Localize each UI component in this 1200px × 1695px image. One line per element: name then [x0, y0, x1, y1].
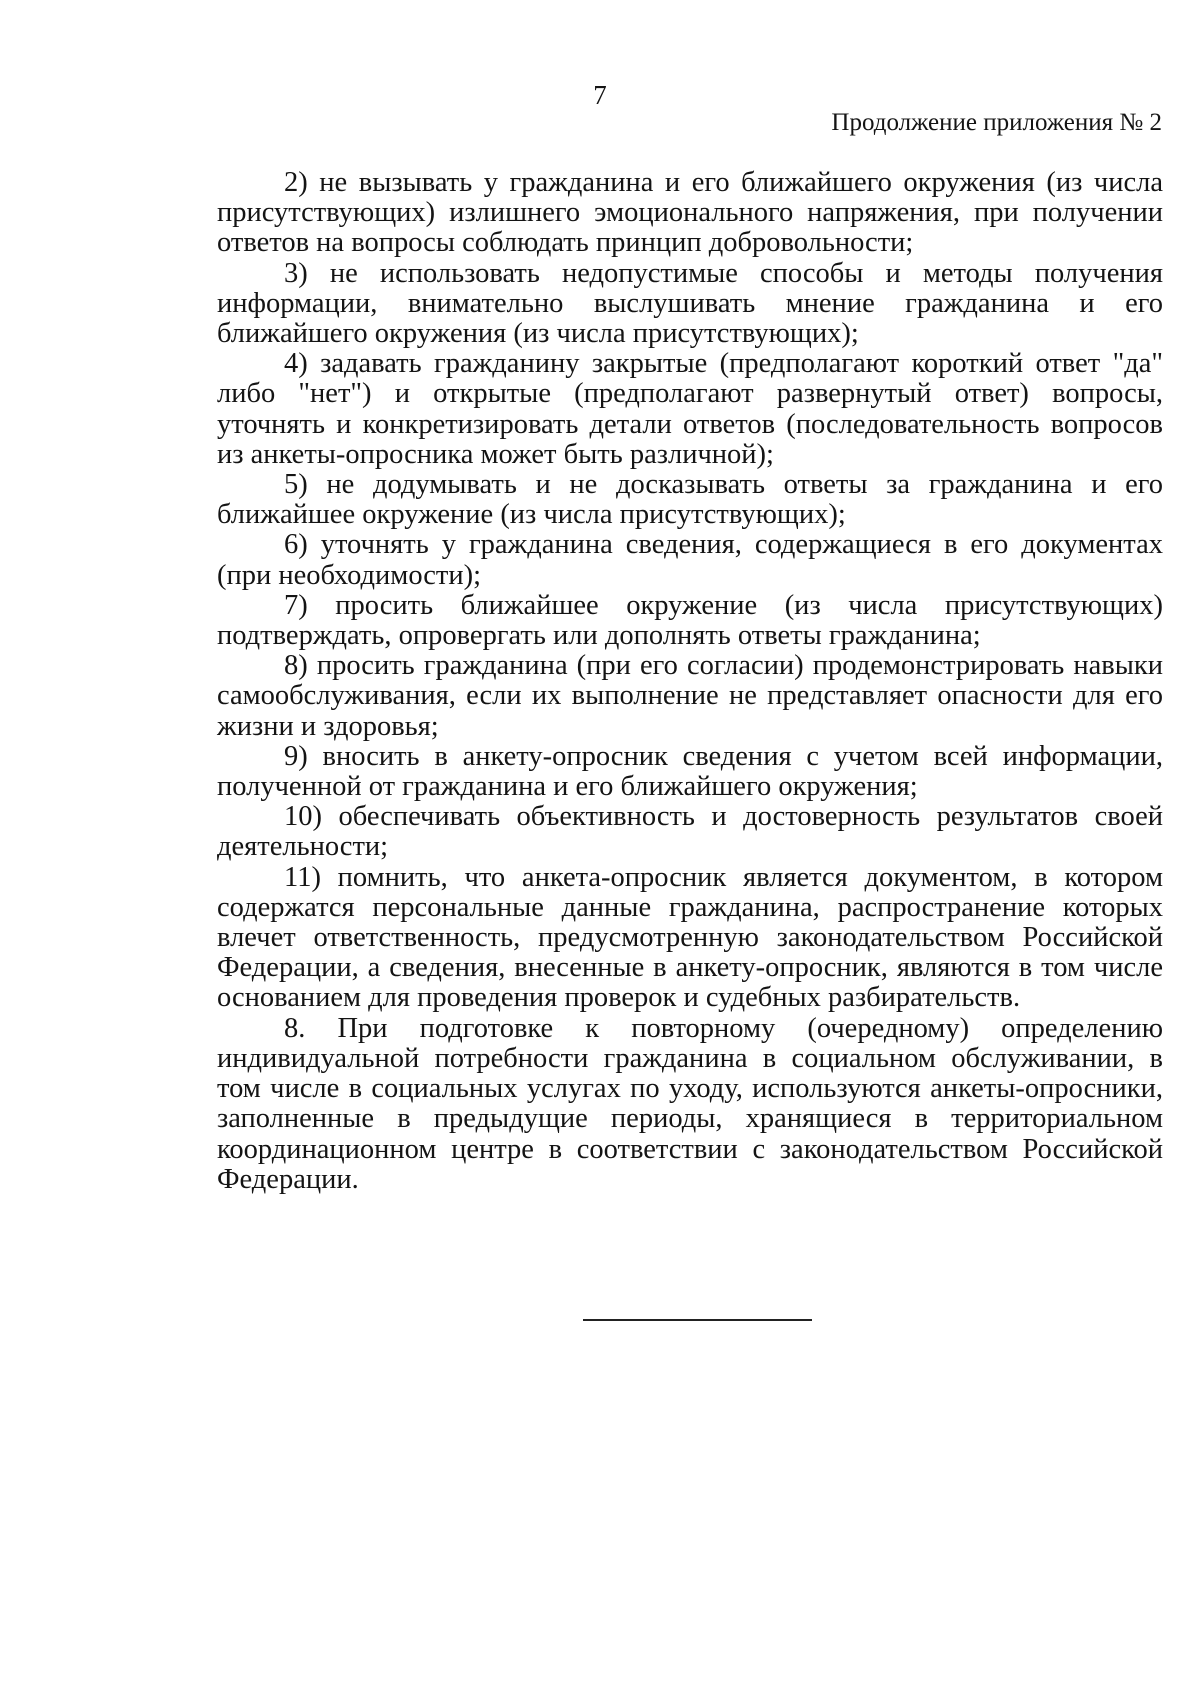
section-8-paragraph: 8. При подготовке к повторному (очередному) определению индивидуальной потребности гражданина в социальном обслуживании, в том числе в социальных услугах по уходу, используются анкеты-опросники, заполненные в предыдущие периоды, хранящиеся в территориальном координационном центре в соответствии с законодательством Российской Федерации.: [217, 1012, 1163, 1195]
closing-divider: [583, 1319, 812, 1321]
document-body: [217, 168, 1163, 1195]
list-item-7: 7) просить ближайшее окружение (из числа присутствующих) подтверждать, опровергать или дополнять ответы гражданина;: [217, 589, 1163, 652]
list-item-2: 2) не вызывать у гражданина и его ближайшего окружения (из числа присутствующих) излишнего эмоционального напряжения, при получении ответов на вопросы соблюдать принцип добровольности;: [217, 167, 1163, 259]
list-item-4: 4) задавать гражданину закрытые (предполагают короткий ответ "да" либо "нет") и открытые (предполагают развернутый ответ) вопросы, уточнять и конкретизировать детали ответов (последовательность вопросов из анкеты-опросника может быть различной);: [217, 348, 1163, 470]
list-item-3: 3) не использовать недопустимые способы и методы получения информации, внимательно выслушивать мнение гражданина и его ближайшего окружения (из числа присутствующих);: [217, 257, 1163, 350]
page-number: 7: [593, 80, 607, 110]
list-item-11: 11) помнить, что анкета-опросник является документом, в котором содержатся персональные данные гражданина, распространение которых влечет ответственность, предусмотренную законодательством Российской Федерации, а сведения, внесенные в анкету-опросник, являются в том числе основанием для проведения проверок и судебных разбирательств.: [217, 861, 1163, 1014]
list-item-9: 9) вносить в анкету-опросник сведения с учетом всей информации, полученной от гражданина и его ближайшего окружения;: [217, 740, 1163, 803]
list-item-5: 5) не додумывать и не досказывать ответы за гражданина и его ближайшее окружение (из числа присутствующих);: [217, 469, 1163, 531]
list-item-8: 8) просить гражданина (при его согласии) продемонстрировать навыки самообслуживания, если их выполнение не представляет опасности для его жизни и здоровья;: [217, 650, 1163, 742]
continuation-note: Продолжение приложения № 2: [831, 109, 1162, 136]
list-item-6: 6) уточнять у гражданина сведения, содержащиеся в его документах (при необходимости);: [217, 529, 1163, 591]
list-item-10: 10) обеспечивать объективность и достоверность результатов своей деятельности;: [217, 801, 1163, 863]
